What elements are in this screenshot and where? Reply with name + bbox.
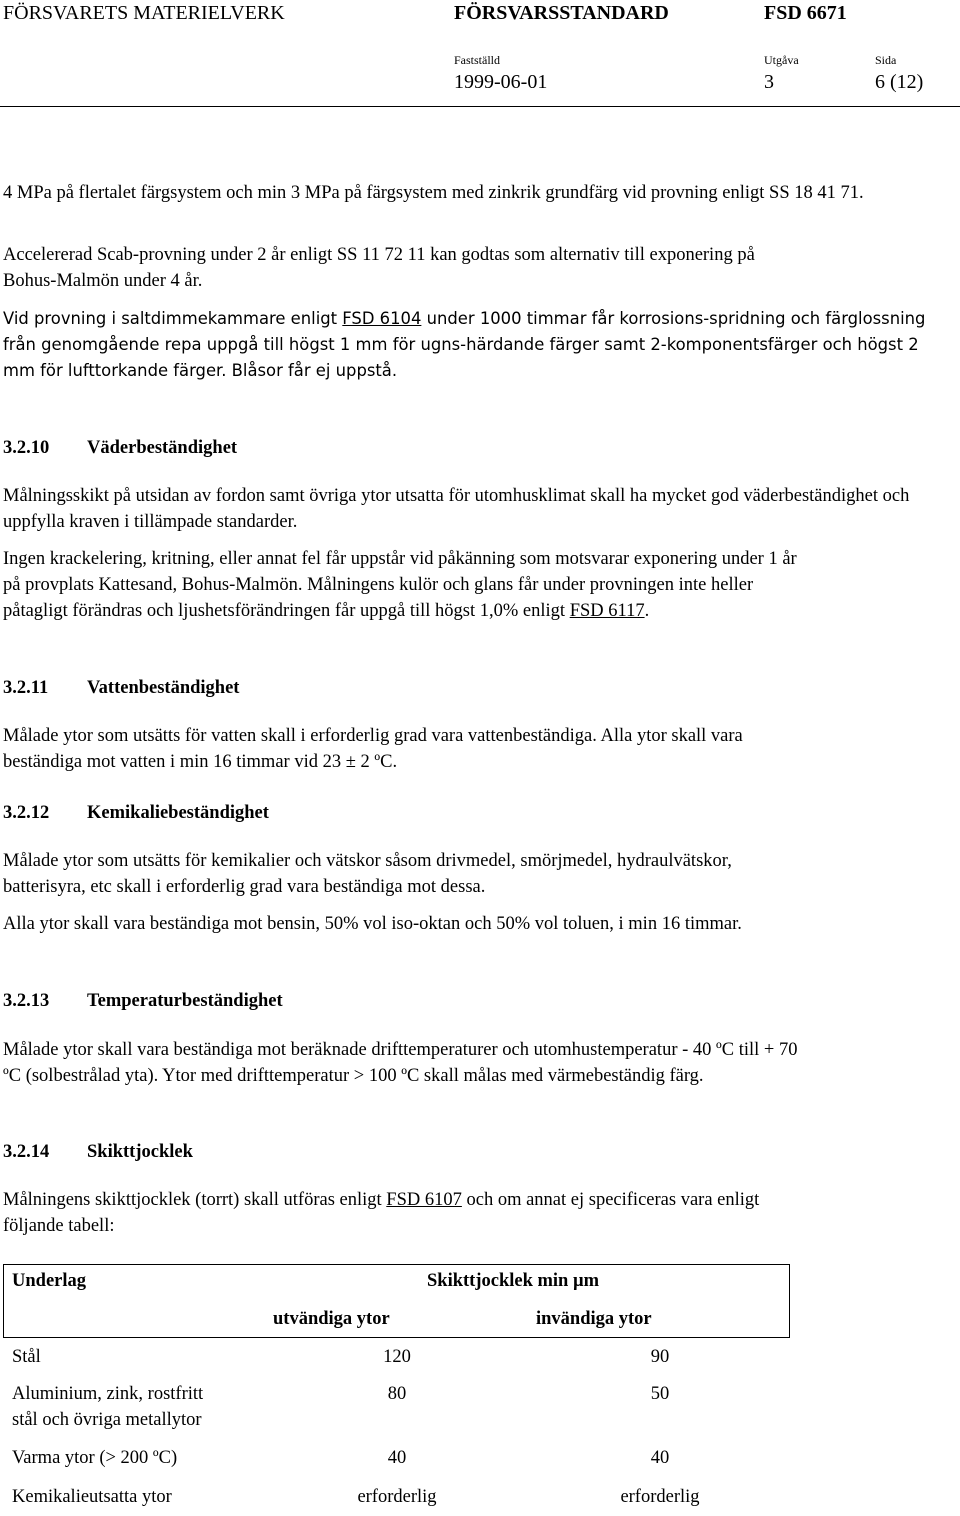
- paragraph-chemical-1: Målade ytor som utsätts för kemikalier och vätskor såsom drivmedel, smörjmedel, hydraulvätskor, batterisyra, etc skall i erforderlig grad vara beständiga mot dessa.: [3, 851, 732, 897]
- thickness-table-header: [3, 1264, 790, 1338]
- paragraph-chemical-2: Alla ytor skall vara beständiga mot bensin, 50% vol iso-oktan och 50% vol toluen, i min 16 timmar.: [3, 914, 742, 934]
- paragraph-scab: Accelererad Scab-provning under 2 år enligt SS 11 72 11 kan godtas som alternativ till exponering på Bohus-Malmön under 4 år.: [3, 245, 755, 291]
- header-rule: [0, 106, 960, 107]
- section-heading-3-2-14: 3.2.14 Skikttjocklek: [3, 1142, 193, 1162]
- paragraph-water: Målade ytor som utsätts för vatten skall i erforderlig grad vara vattenbeständiga. Alla ytor skall vara beständiga mot vatten i min 16 timmar vid 23 ± 2 ºC.: [3, 726, 743, 772]
- paragraph-temperature: Målade ytor skall vara beständiga mot beräknade drifttemperaturer och utomhustemperatur - 40 ºC till + 70 ºC (solbestrålad yta). Ytor med drifttemperatur > 100 ºC skall målas med värmebeständig färg.: [3, 1040, 798, 1086]
- table-cell-material: Kemikalieutsatta ytor: [12, 1487, 172, 1507]
- link-fsd-6107[interactable]: FSD 6107: [386, 1190, 462, 1210]
- paragraph-adhesion: 4 MPa på flertalet färgsystem och min 3 MPa på färgsystem med zinkrik grundfärg vid provning enligt SS 18 41 71.: [3, 183, 864, 203]
- section-heading-3-2-13: 3.2.13 Temperaturbeständighet: [3, 991, 283, 1011]
- header-page-label: Sida: [875, 53, 897, 67]
- table-cell-inner: erforderlig: [620, 1487, 700, 1507]
- table-header-group: Skikttjocklek min µm: [427, 1271, 600, 1291]
- section-heading-3-2-10: 3.2.10 Väderbeständighet: [3, 438, 238, 458]
- link-fsd-6104[interactable]: FSD 6104: [342, 309, 422, 328]
- header-established-label: Fastställd: [454, 53, 501, 67]
- table-cell-outer: 120: [383, 1347, 411, 1367]
- paragraph-weather-1: Målningsskikt på utsidan av fordon samt övriga ytor utsatta för utomhusklimat skall ha mycket god väderbeständighet och uppfylla kraven i tillämpade standarder.: [3, 486, 910, 532]
- header-established-value: 1999-06-01: [454, 71, 548, 93]
- table-cell-inner: 40: [650, 1448, 670, 1468]
- link-fsd-6117[interactable]: FSD 6117: [569, 601, 645, 621]
- header-org: FÖRSVARETS MATERIELVERK: [3, 2, 285, 24]
- table-header-outer: utvändiga ytor: [273, 1309, 390, 1329]
- header-page-value: 6 (12): [875, 71, 924, 93]
- header-doc-id: FSD 6671: [764, 2, 847, 24]
- section-heading-3-2-11: 3.2.11 Vattenbeständighet: [3, 678, 240, 698]
- paragraph-weather-2: Ingen krackelering, kritning, eller annat fel får uppstår vid påkänning som motsvarar exponering under 1 år på provplats Kattesand, Bohus-Malmön. Målningens kulör och glans får under provningen inte heller påtagligt förändras och ljushetsförändringen får uppgå till högst 1,0% enligt FSD 6117.: [3, 549, 797, 621]
- table-cell-inner: 50: [650, 1384, 670, 1404]
- table-cell-material: Varma ytor (> 200 ºC): [12, 1448, 178, 1468]
- paragraph-thickness: Målningens skikttjocklek (torrt) skall utföras enligt FSD 6107 och om annat ej specificeras vara enligt följande tabell:: [3, 1190, 760, 1236]
- table-cell-material: Aluminium, zink, rostfritt: [12, 1384, 204, 1404]
- table-cell-outer: 40: [387, 1448, 407, 1468]
- header-edition-value: 3: [764, 71, 774, 93]
- table-cell-material-line2: stål och övriga metallytor: [12, 1410, 202, 1430]
- table-cell-material: Stål: [12, 1347, 41, 1367]
- section-heading-3-2-12: 3.2.12 Kemikaliebeständighet: [3, 803, 269, 823]
- table-cell-outer: 80: [387, 1384, 407, 1404]
- table-header-inner: invändiga ytor: [536, 1309, 652, 1329]
- table-header-underlag: Underlag: [12, 1271, 86, 1291]
- table-cell-outer: erforderlig: [357, 1487, 437, 1507]
- table-cell-inner: 90: [650, 1347, 670, 1367]
- header-doc-type: FÖRSVARSSTANDARD: [454, 2, 669, 24]
- header-edition-label: Utgåva: [764, 53, 799, 67]
- paragraph-saltspray: Vid provning i saltdimmekammare enligt FSD 6104 under 1000 timmar får korrosions-spridning och färglossning från genomgående repa uppgå till högst 1 mm för ugns-härdande färger samt 2-komponentsfärger och högst 2 mm för lufttorkande färger. Blåsor får ej uppstå.: [3, 309, 926, 380]
